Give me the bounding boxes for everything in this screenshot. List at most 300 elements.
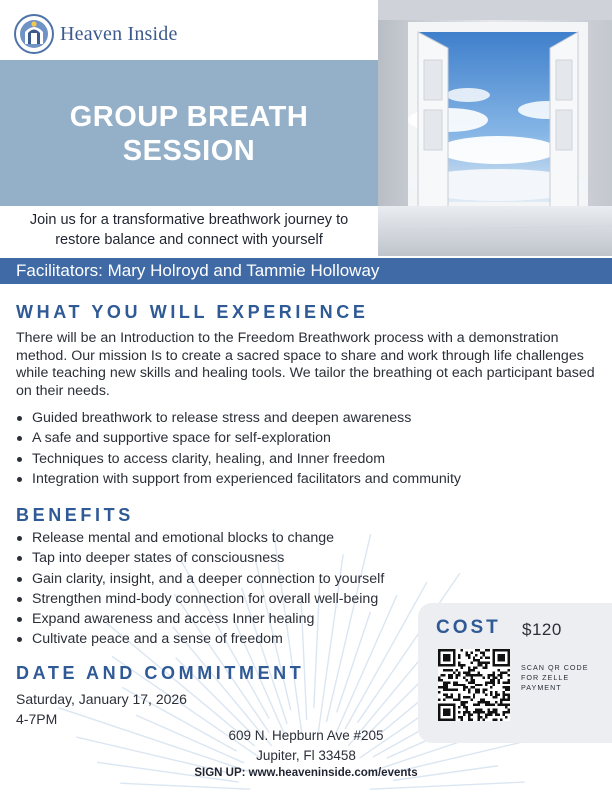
qr-module: [458, 656, 460, 658]
qr-module: [483, 691, 485, 693]
qr-module: [503, 671, 505, 673]
address-line1: 609 N. Hepburn Ave #205: [228, 728, 384, 743]
qr-module: [473, 674, 475, 676]
qr-module: [478, 659, 480, 661]
qr-module: [455, 681, 457, 683]
qr-module: [485, 701, 487, 703]
bullet-icon: [17, 436, 22, 441]
qr-module: [445, 656, 447, 658]
qr-module: [498, 681, 500, 683]
qr-module: [503, 686, 505, 688]
qr-module: [493, 651, 495, 653]
qr-module: [460, 664, 462, 666]
qr-module: [503, 714, 505, 716]
qr-module: [503, 694, 505, 696]
qr-module: [480, 664, 482, 666]
qr-module: [493, 656, 495, 658]
qr-module: [505, 649, 507, 651]
qr-module: [470, 661, 472, 663]
qr-module: [493, 684, 495, 686]
qr-module: [500, 701, 502, 703]
qr-module: [450, 649, 452, 651]
qr-module: [463, 671, 465, 673]
qr-module: [468, 669, 470, 671]
qr-module: [440, 704, 442, 706]
qr-module: [468, 674, 470, 676]
qr-module: [460, 701, 462, 703]
qr-module: [488, 649, 490, 651]
qr-module: [508, 649, 510, 651]
qr-module: [468, 656, 470, 658]
qr-module: [465, 711, 467, 713]
qr-module: [445, 694, 447, 696]
qr-module: [478, 649, 480, 651]
qr-module: [470, 686, 472, 688]
qr-module: [485, 716, 487, 718]
qr-module: [468, 696, 470, 698]
list-item-text: Techniques to access clarity, healing, and Inner freedom: [32, 450, 386, 467]
qr-module: [478, 719, 480, 721]
qr-module: [478, 704, 480, 706]
qr-module: [453, 684, 455, 686]
qr-module: [485, 661, 487, 663]
qr-module: [493, 654, 495, 656]
qr-module: [490, 686, 492, 688]
qr-module: [448, 659, 450, 661]
qr-module: [493, 711, 495, 713]
list-item-text: Gain clarity, insight, and a deeper connection to yourself: [32, 570, 385, 587]
qr-module: [468, 681, 470, 683]
address-line2: Jupiter, Fl 33458: [256, 748, 356, 763]
qr-module: [483, 676, 485, 678]
qr-module: [470, 674, 472, 676]
qr-module: [508, 669, 510, 671]
qr-module: [505, 689, 507, 691]
qr-module: [488, 681, 490, 683]
qr-module: [485, 681, 487, 683]
qr-module: [443, 689, 445, 691]
qr-module: [493, 709, 495, 711]
qr-module: [475, 666, 477, 668]
qr-module: [465, 654, 467, 656]
qr-module: [445, 696, 447, 698]
experience-list: [14, 408, 604, 489]
qr-module: [508, 711, 510, 713]
qr-module: [495, 709, 497, 711]
qr-module: [460, 704, 462, 706]
qr-module: [478, 661, 480, 663]
qr-module: [490, 694, 492, 696]
qr-module: [443, 694, 445, 696]
qr-module: [503, 681, 505, 683]
qr-module: [490, 679, 492, 681]
event-time: 4-7PM: [16, 711, 58, 727]
qr-module: [495, 694, 497, 696]
qr-module: [473, 669, 475, 671]
qr-module: [458, 671, 460, 673]
qr-module: [450, 704, 452, 706]
qr-module: [493, 676, 495, 678]
qr-module: [445, 686, 447, 688]
qr-module: [478, 701, 480, 703]
brand-logo[interactable]: [14, 14, 178, 54]
qr-module: [483, 661, 485, 663]
qr-module: [458, 716, 460, 718]
list-item: [14, 589, 444, 609]
qr-module: [438, 656, 440, 658]
qr-module: [443, 656, 445, 658]
qr-module: [445, 709, 447, 711]
qr-module: [463, 696, 465, 698]
qr-module: [455, 676, 457, 678]
qr-module: [468, 714, 470, 716]
benefits-heading: BENEFITS: [16, 505, 134, 525]
qr-module: [453, 656, 455, 658]
qr-module: [465, 686, 467, 688]
qr-module: [488, 674, 490, 676]
qr-module: [445, 654, 447, 656]
qr-module: [463, 706, 465, 708]
qr-module: [473, 711, 475, 713]
qr-module: [450, 664, 452, 666]
qr-module: [470, 651, 472, 653]
qr-module: [503, 664, 505, 666]
qr-module: [490, 674, 492, 676]
qr-module: [480, 709, 482, 711]
qr-module: [485, 656, 487, 658]
qr-module: [473, 679, 475, 681]
qr-module: [478, 711, 480, 713]
qr-module: [453, 651, 455, 653]
qr-module: [453, 659, 455, 661]
qr-module: [443, 711, 445, 713]
qr-module: [453, 664, 455, 666]
qr-module: [453, 709, 455, 711]
qr-module: [483, 654, 485, 656]
qr-module: [463, 711, 465, 713]
qr-module: [505, 711, 507, 713]
qr-module: [438, 709, 440, 711]
qr-module: [488, 704, 490, 706]
qr-module: [475, 654, 477, 656]
qr-module: [508, 686, 510, 688]
list-item-text: Tap into deeper states of consciousness: [32, 550, 285, 567]
qr-module: [448, 689, 450, 691]
signup-link[interactable]: SIGN UP: www.heaveninside.com/events: [194, 767, 418, 779]
bullet-icon: [17, 477, 22, 482]
qr-module: [438, 699, 440, 701]
qr-module: [438, 714, 440, 716]
qr-module: [470, 719, 472, 721]
qr-module: [475, 711, 477, 713]
qr-module: [448, 711, 450, 713]
qr-module: [450, 694, 452, 696]
qr-module: [500, 719, 502, 721]
qr-module: [443, 684, 445, 686]
qr-module: [478, 671, 480, 673]
qr-module: [493, 696, 495, 698]
qr-module: [453, 671, 455, 673]
qr-module: [438, 661, 440, 663]
qr-module: [445, 664, 447, 666]
qr-module: [463, 704, 465, 706]
bullet-icon: [17, 617, 22, 622]
qr-module: [508, 659, 510, 661]
qr-module: [443, 719, 445, 721]
list-item-text: Strengthen mind-body connection for overall well-being: [32, 590, 379, 607]
qr-module: [498, 664, 500, 666]
event-title-line1: GROUP BREATH: [69, 101, 309, 133]
qr-module: [453, 714, 455, 716]
qr-module: [488, 676, 490, 678]
qr-module: [488, 709, 490, 711]
qr-module: [443, 669, 445, 671]
qr-module: [443, 649, 445, 651]
qr-module: [443, 659, 445, 661]
title-banner: [0, 60, 378, 206]
qr-module: [450, 719, 452, 721]
qr-module: [483, 699, 485, 701]
qr-module: [480, 684, 482, 686]
qr-module: [495, 701, 497, 703]
qr-module: [505, 699, 507, 701]
qr-module: [508, 681, 510, 683]
qr-note: SCAN QR CODE FOR ZELLE PAYMENT: [521, 663, 589, 692]
qr-module: [438, 706, 440, 708]
qr-module: [495, 649, 497, 651]
qr-module: [480, 656, 482, 658]
qr-module: [468, 666, 470, 668]
qr-module: [503, 696, 505, 698]
qr-module: [500, 654, 502, 656]
qr-module: [475, 689, 477, 691]
qr-module: [495, 664, 497, 666]
qr-module: [448, 681, 450, 683]
qr-module: [438, 686, 440, 688]
qr-module: [455, 684, 457, 686]
qr-module: [445, 704, 447, 706]
qr-module: [473, 666, 475, 668]
qr-module: [448, 719, 450, 721]
qr-module: [448, 654, 450, 656]
qr-module: [473, 704, 475, 706]
qr-module: [498, 659, 500, 661]
qr-module: [458, 711, 460, 713]
qr-module: [478, 709, 480, 711]
bullet-icon: [17, 556, 22, 561]
qr-module: [500, 664, 502, 666]
qr-module: [470, 676, 472, 678]
qr-module: [475, 709, 477, 711]
sunburst-ray: [370, 782, 525, 789]
qr-module: [460, 649, 462, 651]
qr-module: [445, 711, 447, 713]
qr-module: [495, 696, 497, 698]
qr-module: [500, 656, 502, 658]
qr-module: [465, 674, 467, 676]
qr-module: [443, 674, 445, 676]
qr-module: [488, 711, 490, 713]
qr-module: [498, 654, 500, 656]
qr-module: [508, 699, 510, 701]
qr-module: [448, 676, 450, 678]
qr-module: [443, 686, 445, 688]
qr-module: [480, 711, 482, 713]
qr-module: [463, 664, 465, 666]
qr-module: [465, 696, 467, 698]
qr-module: [448, 669, 450, 671]
qr-module: [458, 694, 460, 696]
qr-module: [493, 659, 495, 661]
qr-module: [490, 711, 492, 713]
zelle-qr-code-icon[interactable]: [438, 649, 510, 721]
list-item-text: Integration with support from experienced facilitators and community: [32, 470, 461, 487]
experience-intro: There will be an Introduction to the Freedom Breathwork process with a demonstration method. Our mission Is to create a sacred space to share and work through life challenges while teaching new skills and healing tools. We tailor the breathing ot each participant based on their needs.: [16, 330, 595, 399]
qr-module: [473, 659, 475, 661]
qr-module: [440, 664, 442, 666]
qr-module: [438, 716, 440, 718]
qr-module: [450, 696, 452, 698]
qr-module: [438, 691, 440, 693]
qr-module: [503, 704, 505, 706]
qr-module: [440, 686, 442, 688]
qr-module: [490, 691, 492, 693]
qr-module: [453, 689, 455, 691]
qr-module: [443, 664, 445, 666]
qr-module: [495, 691, 497, 693]
qr-module: [443, 654, 445, 656]
qr-module: [458, 661, 460, 663]
qr-module: [465, 679, 467, 681]
qr-module: [453, 716, 455, 718]
qr-module: [468, 689, 470, 691]
qr-module: [503, 654, 505, 656]
qr-module: [508, 696, 510, 698]
qr-module: [493, 664, 495, 666]
qr-module: [480, 651, 482, 653]
qr-module: [495, 714, 497, 716]
qr-module: [505, 704, 507, 706]
qr-module: [473, 696, 475, 698]
qr-module: [493, 649, 495, 651]
qr-module: [478, 691, 480, 693]
qr-module: [503, 711, 505, 713]
qr-module: [453, 649, 455, 651]
list-item-text: Cultivate peace and a sense of freedom: [32, 631, 283, 648]
qr-module: [483, 719, 485, 721]
list-item-text: Expand awareness and access Inner healing: [32, 611, 315, 628]
qr-module: [460, 719, 462, 721]
list-item: [14, 629, 444, 649]
qr-module: [458, 684, 460, 686]
qr-module: [445, 659, 447, 661]
qr-module: [508, 656, 510, 658]
qr-module: [480, 674, 482, 676]
list-item: [14, 609, 444, 629]
qr-module: [455, 674, 457, 676]
qr-module: [458, 664, 460, 666]
list-item: [14, 548, 444, 568]
qr-module: [490, 704, 492, 706]
qr-module: [453, 699, 455, 701]
qr-module: [498, 656, 500, 658]
qr-module: [443, 714, 445, 716]
qr-module: [485, 649, 487, 651]
qr-module: [505, 706, 507, 708]
qr-module: [438, 659, 440, 661]
qr-module: [458, 699, 460, 701]
heaven-inside-logo-icon: [14, 14, 54, 54]
qr-module: [448, 674, 450, 676]
qr-module: [505, 671, 507, 673]
qr-module: [493, 719, 495, 721]
qr-module: [493, 674, 495, 676]
qr-module: [508, 664, 510, 666]
qr-module: [485, 714, 487, 716]
qr-module: [475, 649, 477, 651]
qr-module: [480, 716, 482, 718]
qr-module: [458, 674, 460, 676]
tagline-line1: Join us for a transformative breathwork journey to: [29, 212, 349, 228]
qr-module: [448, 709, 450, 711]
qr-module: [470, 669, 472, 671]
bullet-icon: [17, 536, 22, 541]
qr-module: [498, 694, 500, 696]
qr-module: [448, 704, 450, 706]
qr-module: [503, 699, 505, 701]
qr-module: [458, 654, 460, 656]
qr-module: [475, 674, 477, 676]
qr-module: [445, 649, 447, 651]
qr-module: [463, 684, 465, 686]
qr-module: [465, 701, 467, 703]
qr-module: [488, 656, 490, 658]
qr-module: [498, 704, 500, 706]
qr-module: [508, 651, 510, 653]
qr-module: [505, 681, 507, 683]
qr-module: [443, 699, 445, 701]
qr-module: [493, 704, 495, 706]
qr-module: [463, 701, 465, 703]
qr-module: [493, 679, 495, 681]
list-item: [14, 569, 444, 589]
qr-module: [475, 684, 477, 686]
bullet-icon: [17, 457, 22, 462]
qr-module: [505, 664, 507, 666]
qr-module: [485, 684, 487, 686]
qr-module: [478, 716, 480, 718]
qr-module: [440, 674, 442, 676]
qr-module: [470, 679, 472, 681]
qr-module: [478, 714, 480, 716]
qr-module: [450, 689, 452, 691]
qr-module: [500, 699, 502, 701]
list-item: [14, 408, 604, 428]
qr-module: [445, 669, 447, 671]
qr-module: [488, 714, 490, 716]
benefits-list: [14, 528, 444, 650]
qr-module: [453, 704, 455, 706]
qr-module: [465, 706, 467, 708]
qr-module: [495, 676, 497, 678]
qr-module: [455, 699, 457, 701]
qr-module: [448, 696, 450, 698]
qr-module: [493, 681, 495, 683]
cost-card: [418, 603, 612, 743]
qr-module: [485, 664, 487, 666]
qr-module: [475, 704, 477, 706]
list-item: [14, 428, 604, 448]
